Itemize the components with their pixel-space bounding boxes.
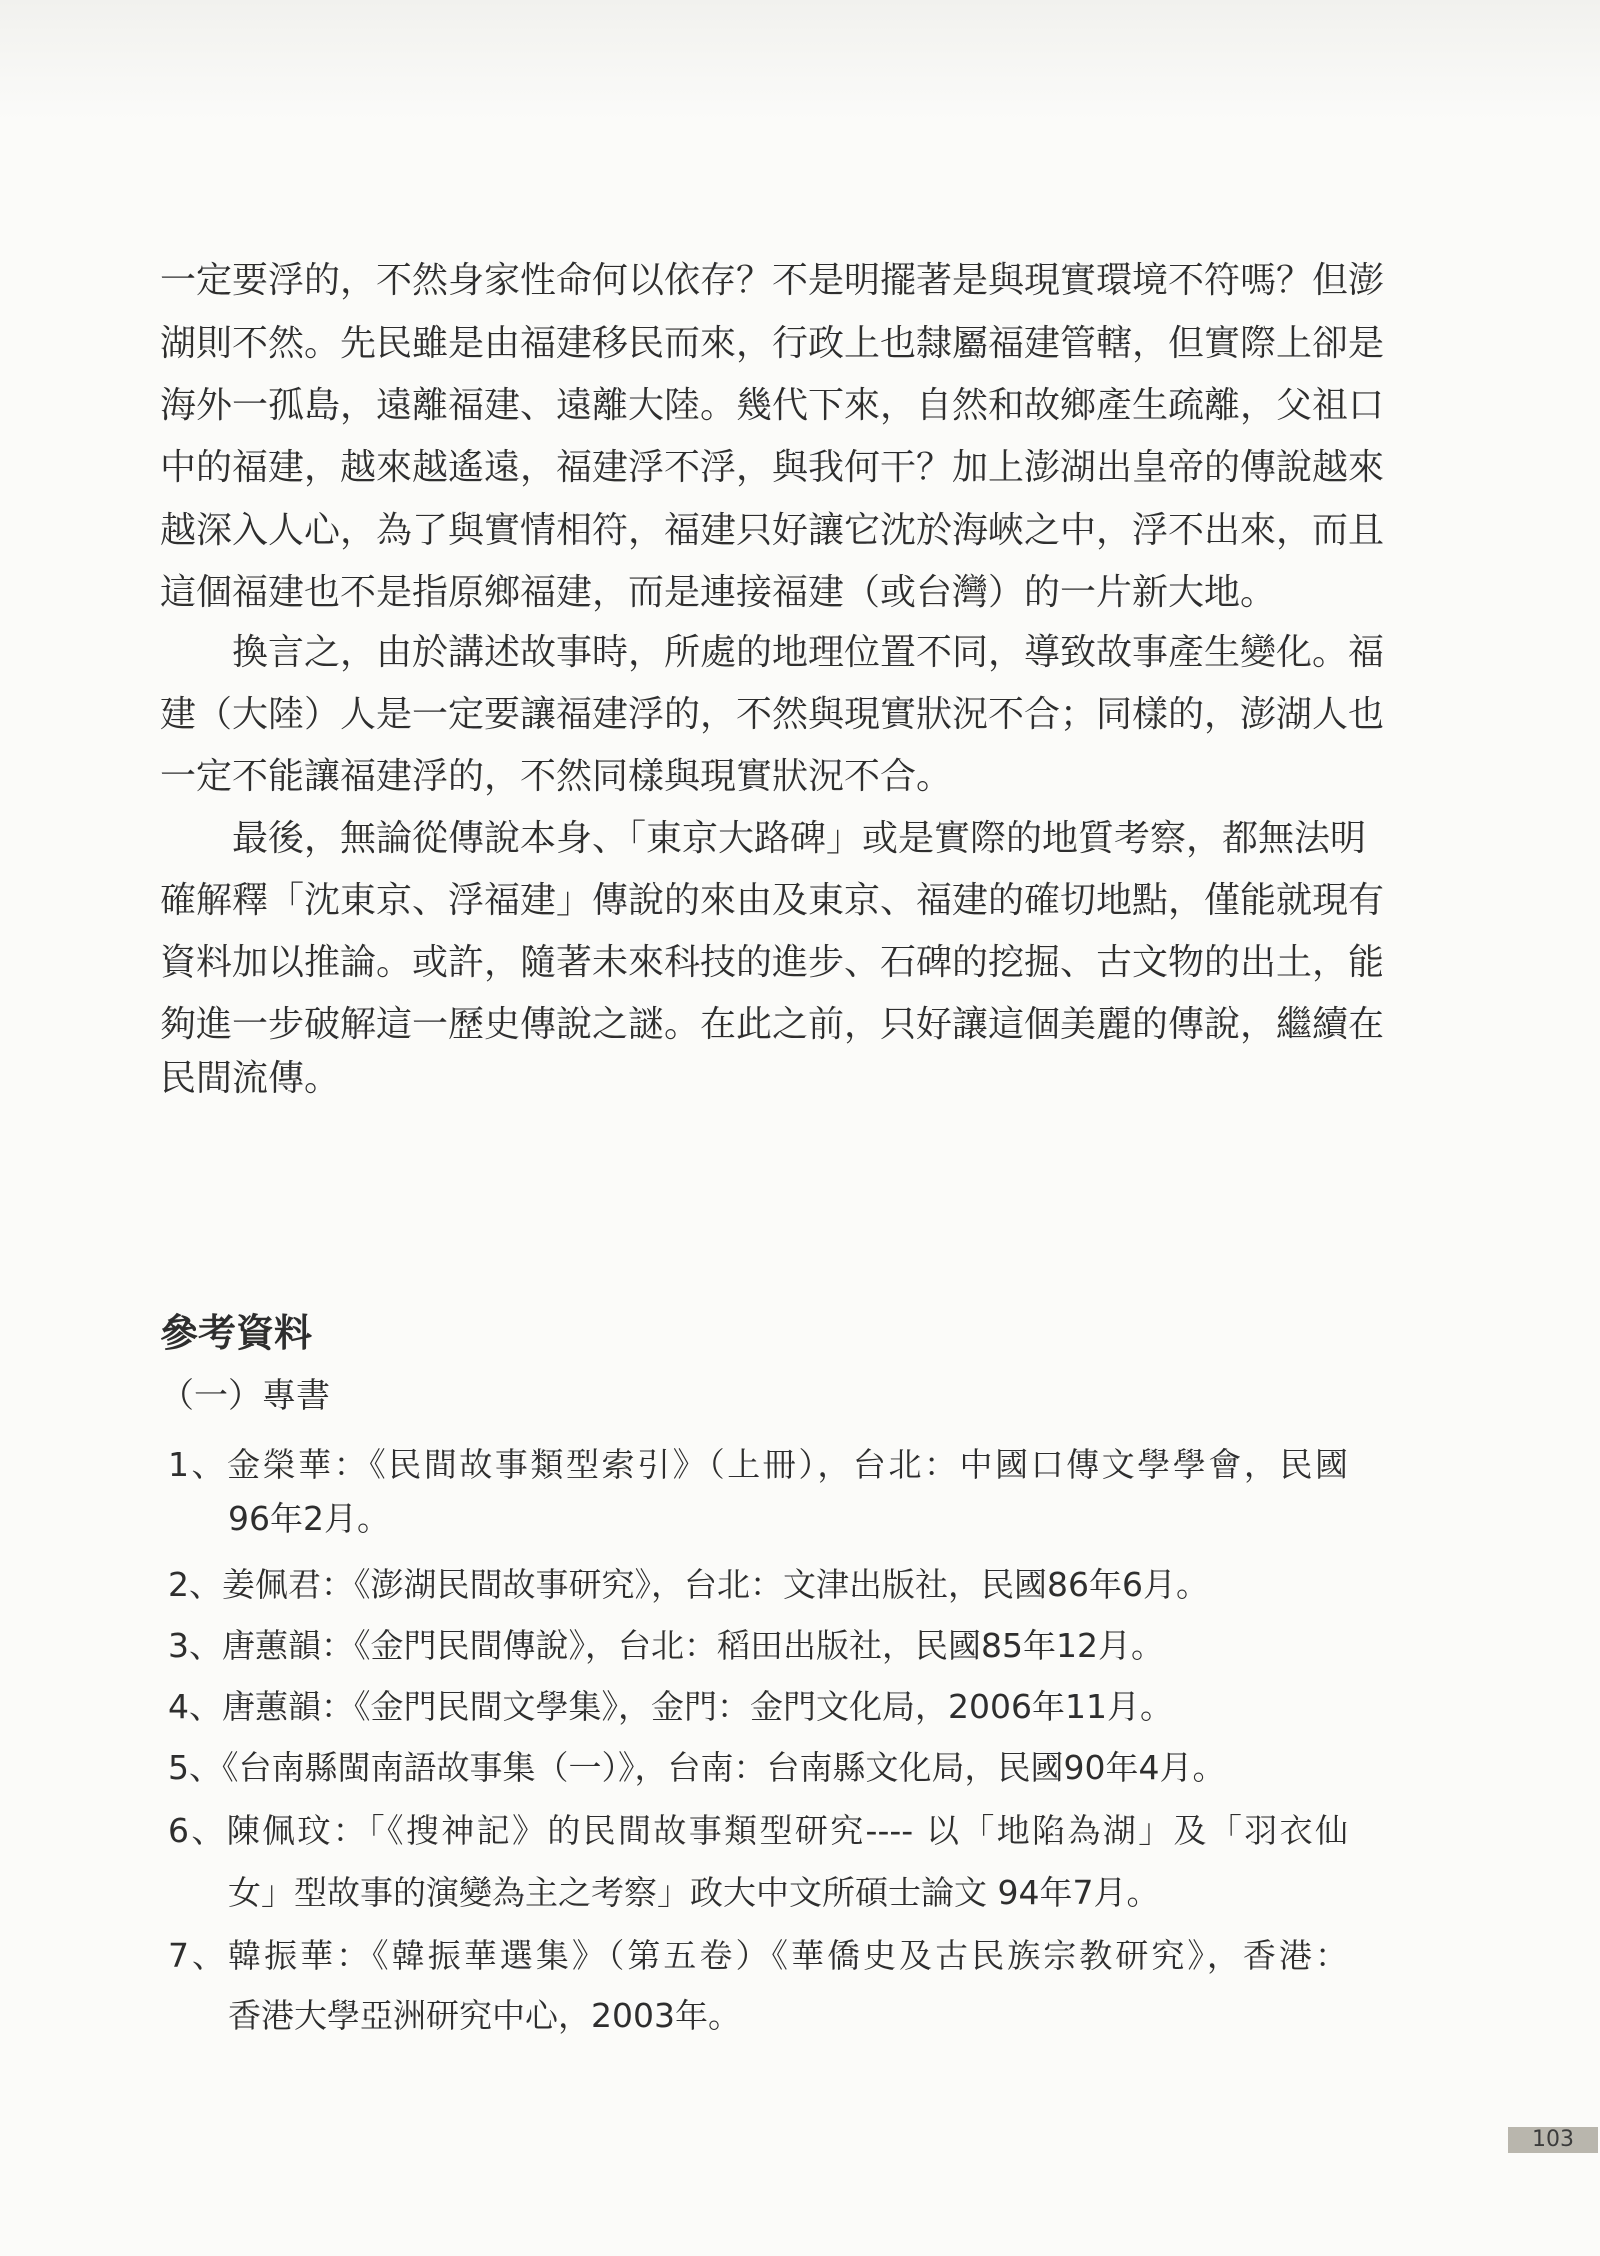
text-line: 中的福建，越來越遙遠，福建浮不浮，與我何干？加上澎湖出皇帝的傳說越來	[160, 447, 1385, 488]
references-section: （一）專書	[160, 1376, 330, 1416]
page-number: 103	[1508, 2127, 1598, 2153]
reference-item: 2、姜佩君：《澎湖民間故事研究》，台北：文津出版社，民國86年6月。	[168, 1565, 1209, 1604]
text-line: 換言之，由於講述故事時，所處的地理位置不同，導致故事產生變化。福	[232, 632, 1385, 673]
text-line: 一定不能讓福建浮的，不然同樣與現實狀況不合。	[160, 756, 953, 797]
reference-item-continuation: 女」型故事的演變為主之考察」政大中文所碩士論文 94年7月。	[228, 1873, 1160, 1912]
text-line: 這個福建也不是指原鄉福建，而是連接福建（或台灣）的一片新大地。	[160, 572, 1277, 613]
reference-item: 5、《台南縣閩南語故事集（一）》，台南：台南縣文化局，民國90年4月。	[168, 1748, 1226, 1787]
reference-item: 6、陳佩玟：「《搜神記》的民間故事類型研究---- 以「地陷為湖」及「羽衣仙	[168, 1811, 1348, 1850]
scan-shadow	[0, 0, 1600, 120]
text-line: 海外一孤島，遠離福建、遠離大陸。幾代下來，自然和故鄉產生疏離，父祖口	[160, 385, 1385, 426]
text-line: 湖則不然。先民雖是由福建移民而來，行政上也隸屬福建管轄，但實際上卻是	[160, 323, 1385, 364]
text-line: 越深入人心，為了與實情相符，福建只好讓它沈於海峽之中，浮不出來，而且	[160, 510, 1385, 551]
reference-item-continuation: 香港大學亞洲研究中心，2003年。	[228, 1996, 741, 2035]
text-line: 資料加以推論。或許，隨著未來科技的進步、石碑的挖掘、古文物的出土，能	[160, 942, 1385, 983]
text-line: 夠進一步破解這一歷史傳說之謎。在此之前，只好讓這個美麗的傳說，繼續在	[160, 1004, 1385, 1045]
reference-item: 3、唐蕙韻：《金門民間傳說》，台北：稻田出版社，民國85年12月。	[168, 1626, 1164, 1665]
text-line: 確解釋「沈東京、浮福建」傳說的來由及東京、福建的確切地點，僅能就現有	[160, 880, 1385, 921]
text-line: 建（大陸）人是一定要讓福建浮的，不然與現實狀況不合；同樣的，澎湖人也	[160, 694, 1385, 735]
reference-item: 1、金榮華：《民間故事類型索引》（上冊），台北：中國口傳文學學會，民國	[168, 1445, 1348, 1484]
reference-item-continuation: 96年2月。	[228, 1499, 390, 1538]
references-heading: 參考資料	[160, 1311, 313, 1355]
text-line: 民間流傳。	[160, 1058, 341, 1099]
reference-item: 7、韓振華：《韓振華選集》（第五卷）《華僑史及古民族宗教研究》，香港：	[168, 1936, 1348, 1975]
text-line: 最後，無論從傳說本身、「東京大路碑」或是實際的地質考察，都無法明	[232, 818, 1367, 859]
text-line: 一定要浮的，不然身家性命何以依存？不是明擺著是與現實環境不符嗎？但澎	[160, 260, 1385, 301]
reference-item: 4、唐蕙韻：《金門民間文學集》，金門：金門文化局，2006年11月。	[168, 1687, 1173, 1726]
